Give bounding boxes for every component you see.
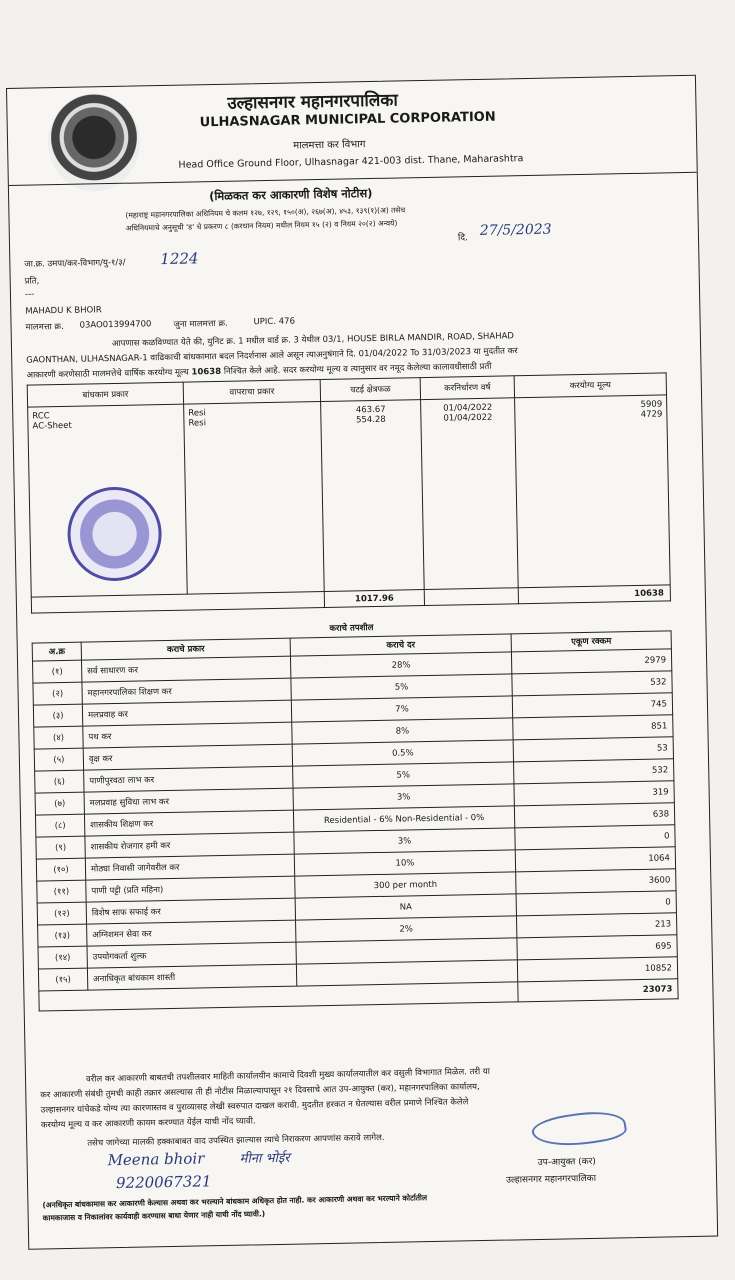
col-tax-type: कराचे प्रकार: [81, 638, 290, 660]
usage-type-2: Resi: [188, 418, 207, 429]
tax-rate: 7%: [291, 696, 512, 722]
taxable-value-total: 10638: [518, 585, 670, 604]
tax-serial: (१०): [36, 858, 85, 881]
notice-date: 27/5/2023: [479, 221, 552, 239]
officer-signature: [530, 1106, 628, 1152]
reference-number: 1224: [160, 249, 199, 269]
tax-serial: (५): [34, 748, 83, 771]
corporation-name-english: ULHASNAGAR MUNICIPAL CORPORATION: [199, 109, 496, 131]
taxable-value-1: 5909: [640, 399, 663, 410]
construction-type-1: RCC: [32, 411, 50, 422]
tax-amount: 0: [516, 891, 676, 916]
tax-type-name: पाणीपुरवठा लाभ कर: [84, 766, 293, 792]
corporation-seal-logo: [47, 92, 141, 192]
tax-rate: 300 per month: [295, 872, 516, 898]
tax-serial: (१): [33, 660, 82, 683]
tax-type-name: मलप्रवाह कर: [82, 700, 291, 726]
tax-type-name: उपयोगकर्ता शुल्क: [87, 942, 296, 968]
signatory-organization: उल्हासनगर महानगरपालिका: [505, 1173, 597, 1186]
col-serial: अ.क्र: [32, 642, 81, 661]
footer-paragraph-line-2: कर आकारणी संबंधी तुमची काही तक्रार असल्यास ती ही नोटीस मिळाल्यापासून २१ दिवसाचे आत उप-आयुक्त (कर), महानगरपालिका कार्यालय,: [40, 1082, 480, 1101]
tax-serial: (४): [34, 726, 83, 749]
tax-rate: 28%: [290, 652, 511, 678]
signatory-title: उप-आयुक्त (कर): [537, 1156, 596, 1168]
tax-amount: 745: [512, 693, 672, 718]
tax-type-name: सर्व साधारण कर: [81, 656, 290, 682]
tax-amount: 1064: [515, 847, 675, 872]
tax-serial: (३): [33, 704, 82, 727]
tax-type-name: वृक्ष कर: [83, 744, 292, 770]
col-tax-rate: कराचे दर: [290, 634, 511, 656]
tax-type-name: शासकीय रोजगार हमी कर: [85, 832, 294, 858]
department-name: मालमत्ता कर विभाग: [293, 139, 366, 152]
tax-type-name: अनाधिकृत बांधकाम शास्ती: [87, 964, 296, 990]
date-label: दि.: [457, 233, 469, 244]
tax-amount: 851: [513, 715, 673, 740]
tax-serial: (१५): [38, 968, 87, 991]
tax-serial: (८): [35, 814, 84, 837]
tax-type-name: मोठ्या निवासी जागेवरील कर: [85, 854, 294, 880]
tax-rate: NA: [295, 894, 516, 920]
assessment-year-2: 01/04/2022: [443, 412, 493, 424]
tax-serial: (७): [35, 792, 84, 815]
notice-paragraph-line-1: आपणास कळविण्यात येते की, युनिट क्र. 1 मधील वार्ड क्र. 3 येथील 03/1, HOUSE BIRLA MANDIR, ROAD, SHAHAD: [111, 331, 515, 350]
tax-serial: (११): [37, 880, 86, 903]
assessment-year-1: 01/04/2022: [443, 402, 493, 414]
carpet-area-1: 463.67: [355, 404, 386, 416]
tax-amount: 319: [514, 781, 674, 806]
addressee-placeholder: ---: [24, 289, 35, 300]
tax-amount: 532: [514, 759, 674, 784]
handwritten-phone: 9220067321: [115, 1172, 212, 1193]
notice-sheet: [6, 75, 718, 1250]
act-reference-line-2: अधिनियमाचे अनुसूची 'ड' चे प्रकरण ८ (करधान नियम) मधील नियम १५ (२) व नियम २०(२) अन्वये): [125, 218, 398, 233]
tax-details-table: [32, 630, 679, 1011]
carpet-area-total: 1017.96: [324, 590, 424, 608]
tax-type-name: पथ कर: [83, 722, 292, 748]
col-total-amount: एकूण रक्कम: [511, 631, 671, 652]
tax-serial: (१३): [38, 924, 87, 947]
footer-paragraph-line-4: करयोग्य मूल्य व कर आकारणी कायम करण्यात येईल याची नोंद घ्यावी.: [40, 1116, 256, 1131]
disclaimer-line-2: कामकाजास व निकालांवर कार्यवाही करण्यास बाधा येणार नाही याची नोंद घ्यावी.): [42, 1209, 266, 1223]
tax-grand-total: 23073: [518, 979, 678, 1002]
tax-rate: 0.5%: [292, 740, 513, 766]
footer-paragraph-line-1: वरील कर आकारणी बाबतची तपशीलवार माहिती कार्यालयीन कामाचे दिवशी मुख्य कार्यालयातील कर वसुली विभागात मिळेल. तरी या: [85, 1066, 491, 1085]
tax-amount: 695: [517, 935, 677, 960]
upic-number: UPIC. 476: [253, 316, 296, 328]
col-taxable-value: करयोग्य मूल्य: [514, 373, 666, 398]
tax-amount: 0: [515, 825, 675, 850]
col-construction-type: बांधकाम प्रकार: [27, 382, 183, 407]
property-number: 03AO013994700: [79, 319, 152, 331]
footer-ownership-note: तसेच जागेच्या मालकी हक्काबाबत वाद उपस्थित झाल्यास त्याचे निराकरण आपणांस करावे लागेल.: [87, 1132, 385, 1149]
handwritten-signature-marathi: मीना भोईर: [239, 1150, 290, 1167]
construction-type-2: AC-Sheet: [32, 420, 72, 432]
notice-title: (मिळकत कर आकारणी विशेष नोटीस): [208, 185, 373, 204]
tax-rate: 3%: [293, 784, 514, 810]
reference-label: जा.क्र. उमपा/कर-विभाग/यु-१/३/: [24, 257, 126, 270]
disclaimer-line-1: (अनधिकृत बांधकामास कर आकारणी केल्यास अथवा कर भरल्याने बांधकाम अधिकृत होत नाही. कर आकारणी अथवा कर भरल्याने कोर्टातील: [42, 1193, 428, 1210]
tax-amount: 3600: [516, 869, 676, 894]
tax-type-name: विशेष साफ सफाई कर: [86, 898, 295, 924]
tax-amount: 10852: [517, 957, 677, 982]
old-property-number-label: जुना मालमत्ता क्र.: [173, 318, 228, 330]
tax-amount: 638: [514, 803, 674, 828]
corporation-name-marathi: उल्हासनगर महानगरपालिका: [227, 90, 398, 114]
footer-paragraph-line-3: उल्हासनगर यांचेकडे योग्य त्या कारणास्तव व पुराव्यासह लेखी स्वरुपात दाखल करावी. मुदतीत हरकत न घेतल्यास वरील प्रमाणे निश्चित केलेले: [40, 1097, 469, 1116]
owner-name: MAHADU K BHOIR: [25, 305, 102, 317]
office-address: Head Office Ground Floor, Ulhasnagar 421-003 dist. Thane, Maharashtra: [178, 153, 524, 171]
notice-paragraph-line-2: GAONTHAN, ULHASNAGAR-1 वाढिकाची बांधकामात बदल निदर्शनास आले असून त्याअनुषंगाने दि. 01/04/2022 To 31/03/2023 या मुदतीत कर: [26, 346, 518, 366]
tax-type-name: अग्निशमन सेवा कर: [87, 920, 296, 946]
tax-type-name: मलप्रवाह सुविधा लाभ कर: [84, 788, 293, 814]
tax-rate: 3%: [294, 828, 515, 854]
tax-amount: 2979: [511, 649, 671, 674]
usage-type-1: Resi: [188, 408, 206, 419]
col-usage-type: वापराचा प्रकार: [183, 380, 320, 405]
tax-rate: 8%: [292, 718, 513, 744]
tax-type-name: महानगरपालिका शिक्षण कर: [82, 678, 291, 704]
tax-serial: (९): [36, 836, 85, 859]
act-reference-line-1: (महाराष्ट्र महानगरपालिका अधिनियम चे कलम १२७, १२९, १५०(अ), २६७(अ), ४५३, १३९(१)(अ) तसेच: [125, 205, 406, 220]
col-assessment-year: करनिर्धारण वर्ष: [420, 376, 514, 400]
addressee-prefix: प्रति,: [24, 276, 40, 287]
tax-type-name: शासकीय शिक्षण कर: [84, 810, 293, 836]
handwritten-name: Meena bhoir: [107, 1149, 205, 1170]
tax-rate: 2%: [296, 916, 517, 942]
col-carpet-area: चटई क्षेत्रफळ: [320, 378, 420, 402]
tax-amount: 213: [516, 913, 676, 938]
property-number-label: मालमत्ता क्र.: [25, 321, 64, 333]
tax-serial: (२): [33, 682, 82, 705]
tax-details-caption: कराचे तपशील: [329, 623, 374, 634]
tax-type-name: पाणी पट्टी (प्रति महिना): [86, 876, 295, 902]
tax-serial: (१२): [37, 902, 86, 925]
tax-serial: (१४): [38, 946, 87, 969]
notice-paragraph-line-3: आकारणी करणेसाठी मालमत्तेचे वार्षिक करयोग्य मूल्य 10638 निश्चित केले आहे. सदर करयोग्य मूल्य व त्यानुसार वर नमूद केलेल्या कालावधीसाठी प्रती: [26, 361, 492, 381]
tax-serial: (६): [35, 770, 84, 793]
tax-rate: 5%: [291, 674, 512, 700]
tax-rate: 10%: [294, 850, 515, 876]
tax-amount: 532: [512, 671, 672, 696]
tax-amount: 53: [513, 737, 673, 762]
tax-rate: Residential - 6% Non-Residential - 0%: [293, 806, 514, 832]
carpet-area-2: 554.28: [355, 414, 386, 426]
tax-rate: 5%: [293, 762, 514, 788]
taxable-value-2: 4729: [640, 409, 663, 420]
